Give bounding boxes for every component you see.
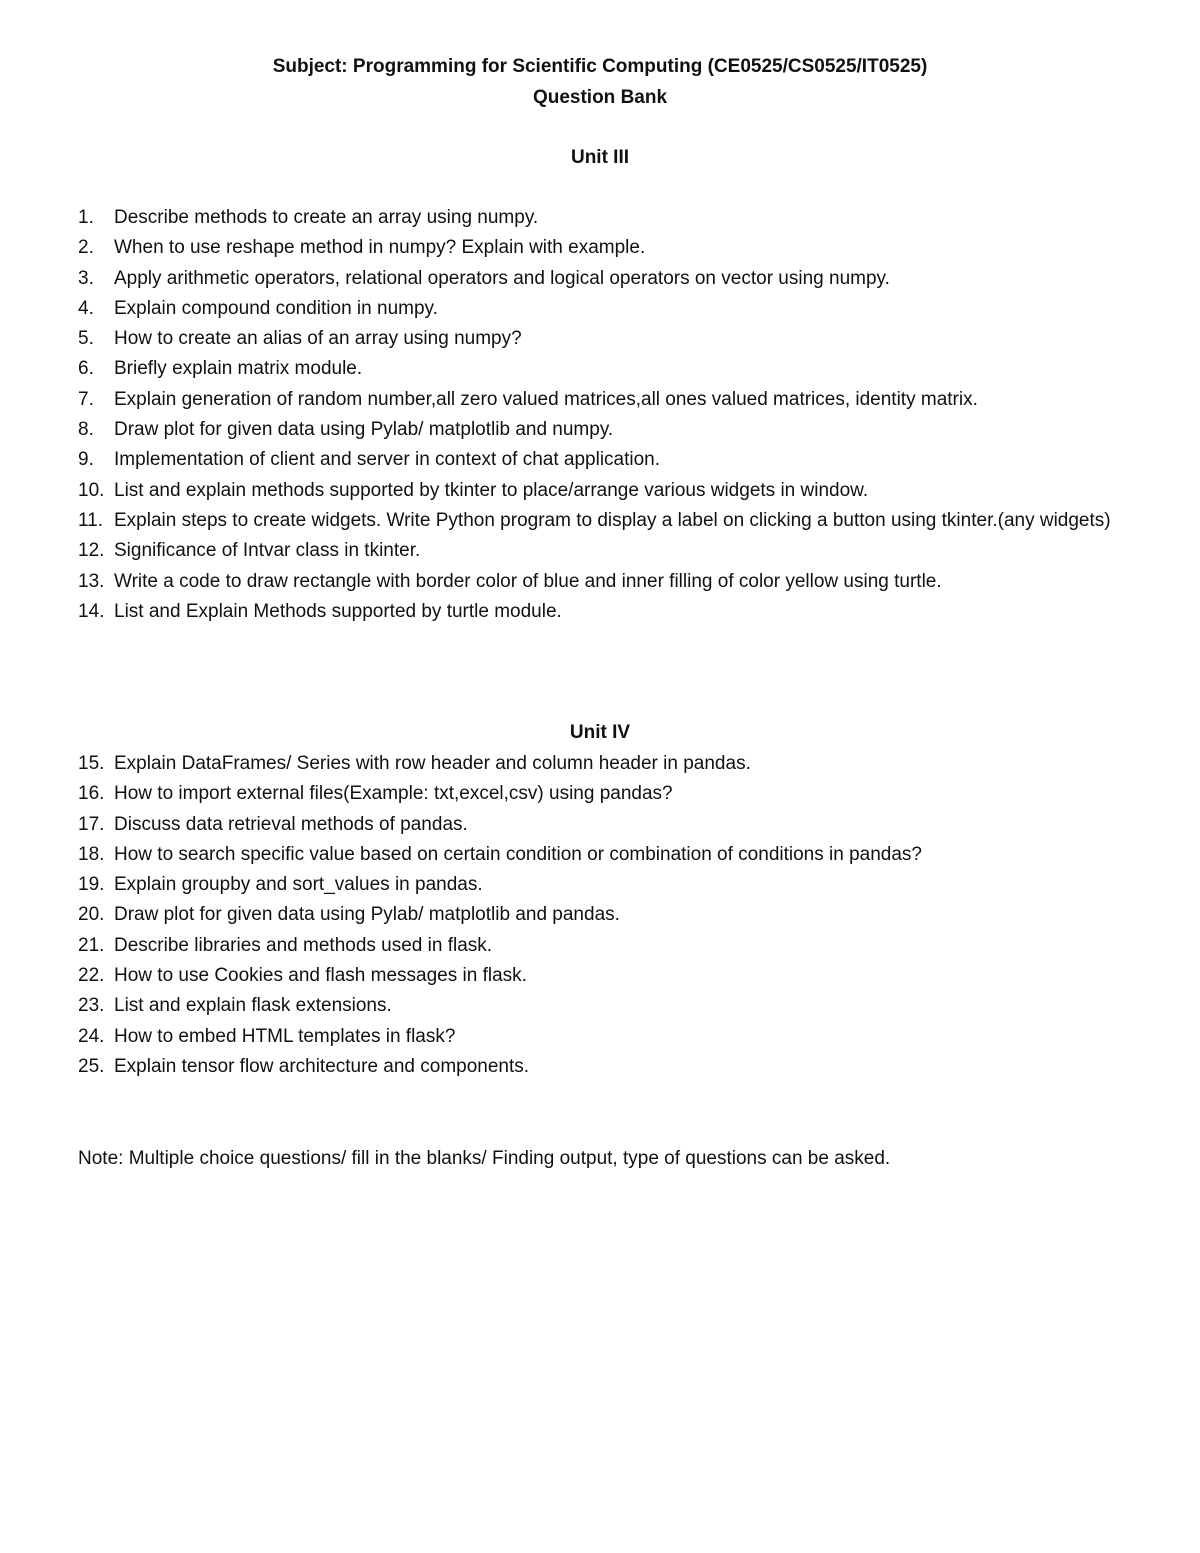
question-item: [78, 870, 1128, 900]
question-item: [78, 506, 1128, 536]
question-text: Apply arithmetic operators, relational operators and logical operators on vector using numpy.: [114, 267, 890, 289]
question-text: Explain groupby and sort_values in pandas.: [114, 874, 483, 896]
question-text: Draw plot for given data using Pylab/ matplotlib and pandas.: [114, 904, 620, 926]
question-item: [78, 536, 1128, 566]
question-item: [78, 961, 1128, 991]
question-number: 5.: [78, 328, 94, 350]
question-item: [78, 1022, 1128, 1052]
question-item: [78, 294, 1128, 324]
question-number: 6.: [78, 358, 94, 380]
question-item: [78, 900, 1128, 930]
question-number: 22.: [78, 965, 105, 987]
question-number: 11.: [78, 509, 104, 531]
question-item: [78, 203, 1128, 233]
question-item: [78, 567, 1128, 597]
question-item: [78, 476, 1128, 506]
question-number: 15.: [78, 753, 105, 774]
subject-title: Subject: Programming for Scientific Computing (CE0525/CS0525/IT0525): [272, 56, 928, 77]
question-number: 14.: [78, 600, 105, 622]
unit4-question-list: [78, 749, 1128, 1082]
question-item: [78, 324, 1128, 354]
question-item: [78, 931, 1128, 961]
question-number: 7.: [78, 388, 94, 410]
question-text: How to create an alias of an array using numpy?: [114, 328, 522, 350]
question-text: How to import external files(Example: txt,excel,csv) using pandas?: [114, 783, 673, 805]
question-text: List and Explain Methods supported by turtle module.: [114, 600, 562, 622]
unit4-heading: Unit IV: [569, 722, 631, 743]
question-item: [78, 779, 1128, 809]
question-text: List and explain flask extensions.: [114, 995, 392, 1017]
question-item: [78, 597, 1128, 627]
question-item: [78, 264, 1128, 294]
question-item: [78, 810, 1128, 840]
question-number: 8.: [78, 419, 94, 441]
question-item: [78, 385, 1128, 415]
question-text: Briefly explain matrix module.: [114, 358, 363, 380]
question-number: 18.: [78, 843, 105, 865]
question-number: 10.: [78, 479, 105, 501]
question-text: Explain DataFrames/ Series with row header and column header in pandas.: [114, 753, 751, 774]
question-number: 12.: [78, 540, 105, 562]
question-text: Discuss data retrieval methods of pandas.: [114, 813, 468, 835]
question-text: Write a code to draw rectangle with border color of blue and inner filling of color yellow using turtle.: [114, 570, 942, 592]
question-item: [78, 749, 1128, 779]
question-item: [78, 415, 1128, 445]
doc-type-heading: Question Bank: [532, 87, 668, 108]
question-number: 1.: [78, 207, 94, 228]
unit3-heading: Unit III: [570, 147, 630, 168]
footer-note: Note: Multiple choice questions/ fill in the blanks/ Finding output, type of questions can be asked.: [78, 1148, 891, 1169]
question-item: [78, 991, 1128, 1021]
question-number: 21.: [78, 934, 105, 956]
question-number: 25.: [78, 1055, 105, 1077]
question-text: Explain compound condition in numpy.: [114, 297, 438, 319]
question-number: 13.: [78, 570, 105, 592]
question-number: 16.: [78, 783, 105, 805]
question-item: [78, 445, 1128, 475]
question-text: How to use Cookies and flash messages in flask.: [114, 965, 527, 987]
question-number: 17.: [78, 813, 105, 835]
question-text: Explain tensor flow architecture and components.: [114, 1055, 530, 1077]
unit3-question-list: [78, 203, 1128, 627]
question-number: 23.: [78, 995, 105, 1017]
question-item: [78, 840, 1128, 870]
question-number: 3.: [78, 267, 94, 289]
question-number: 20.: [78, 904, 105, 926]
question-number: 4.: [78, 297, 94, 319]
question-text: When to use reshape method in numpy? Explain with example.: [114, 237, 646, 259]
question-text: How to embed HTML templates in flask?: [114, 1025, 456, 1047]
question-text: Significance of Intvar class in tkinter.: [114, 540, 421, 562]
question-text: Describe libraries and methods used in flask.: [114, 934, 493, 956]
question-number: 9.: [78, 449, 94, 471]
question-text: Explain generation of random number,all zero valued matrices,all ones valued matrices, identity matrix.: [114, 388, 978, 410]
question-number: 19.: [78, 874, 105, 896]
question-number: 2.: [78, 237, 94, 259]
question-item: [78, 354, 1128, 384]
question-text: Explain steps to create widgets. Write Python program to display a label on clicking a button using tkinter.(any widgets): [114, 509, 1111, 531]
question-text: Describe methods to create an array using numpy.: [114, 207, 539, 228]
question-number: 24.: [78, 1025, 105, 1047]
question-text: How to search specific value based on certain condition or combination of conditions in pandas?: [114, 843, 922, 865]
question-text: List and explain methods supported by tkinter to place/arrange various widgets in window.: [114, 479, 869, 501]
question-text: Draw plot for given data using Pylab/ matplotlib and numpy.: [114, 419, 614, 441]
question-text: Implementation of client and server in context of chat application.: [114, 449, 661, 471]
question-item: [78, 1052, 1128, 1082]
question-item: [78, 233, 1128, 263]
